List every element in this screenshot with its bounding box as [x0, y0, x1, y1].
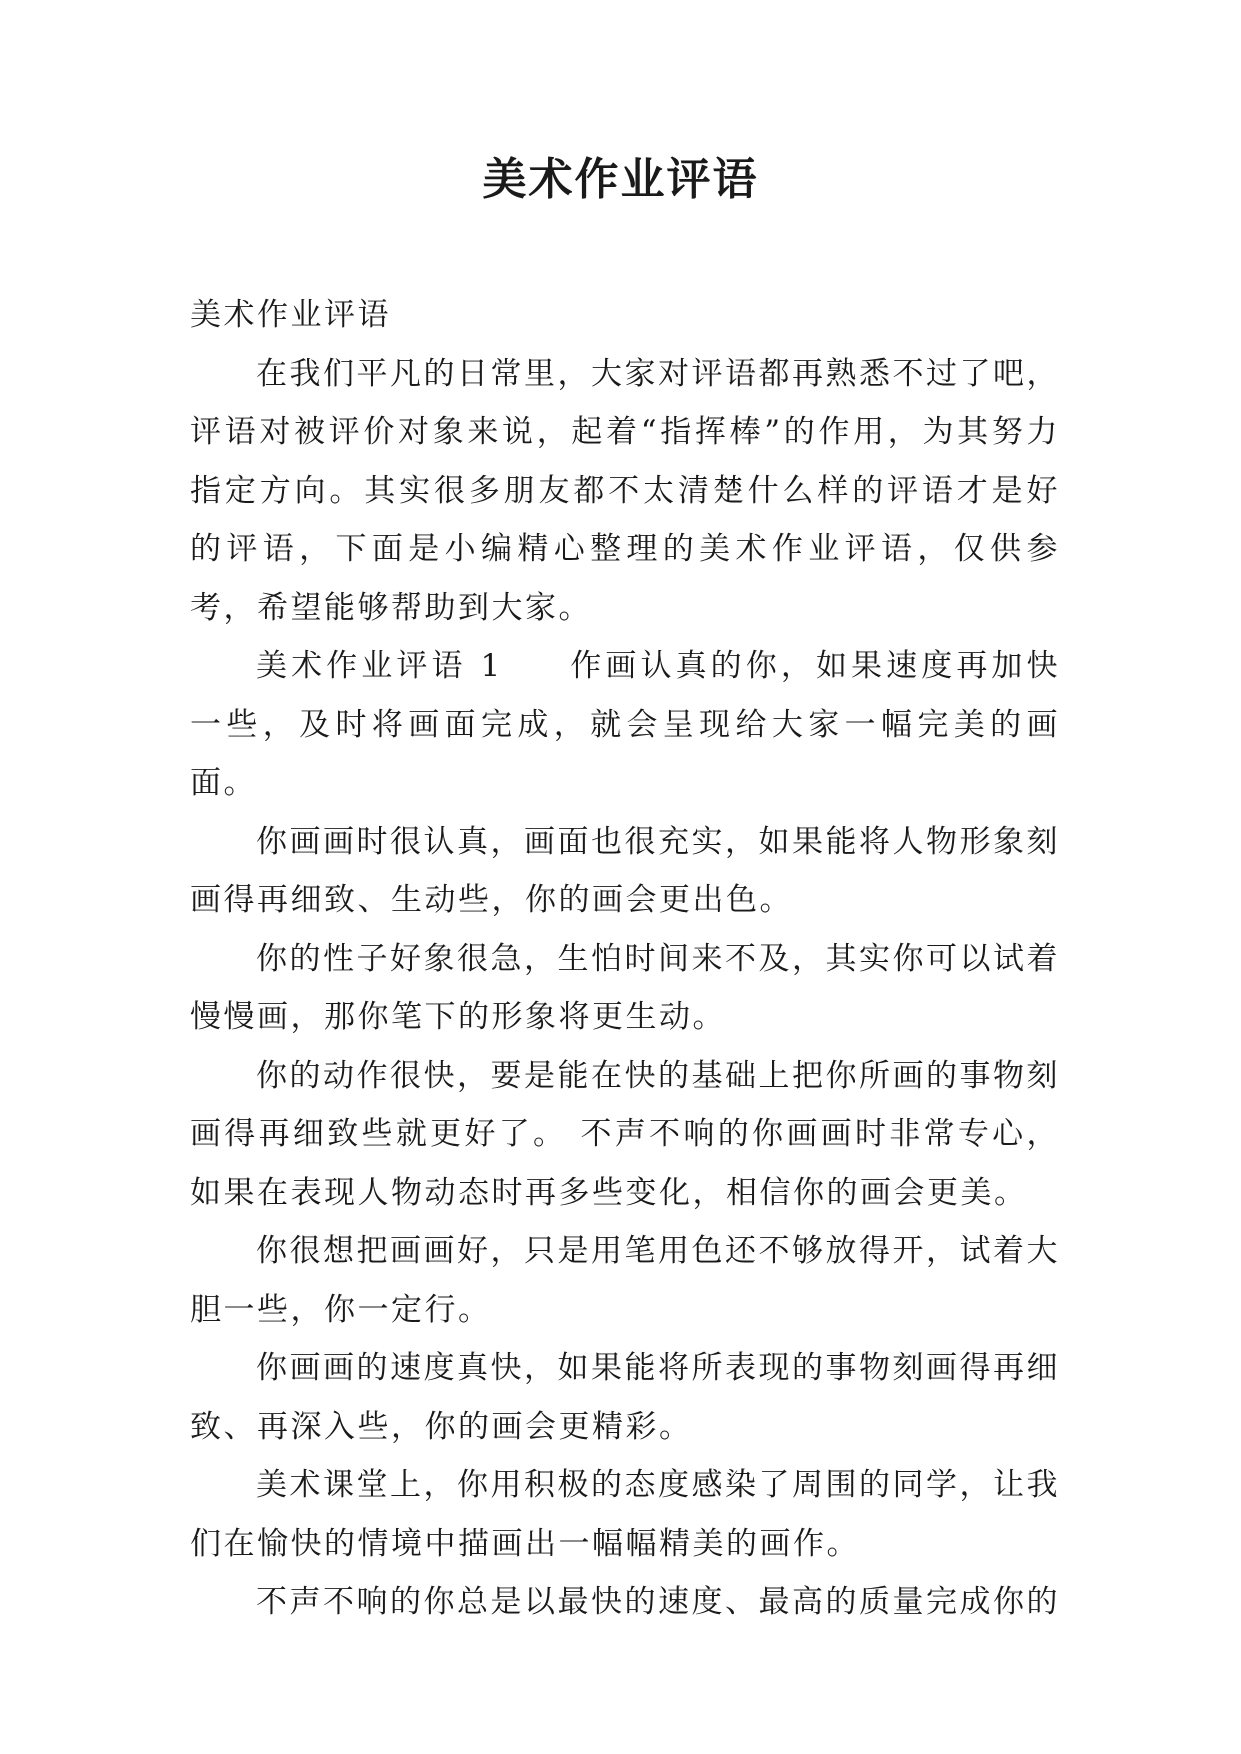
comment-paragraph: 你的性子好象很急，生怕时间来不及，其实你可以试着慢慢画，那你笔下的形象将更生动。: [190, 940, 1060, 1035]
comment-paragraph: 不声不响的你总是以最快的速度、最高的质量完成你的: [256, 1584, 1060, 1620]
section-heading: 美术作业评语 1: [256, 648, 503, 684]
document-subtitle: 美术作业评语: [190, 297, 391, 333]
intro-paragraph: 在我们平凡的日常里，大家对评语都再熟悉不过了吧，评语对被评价对象来说，起着“指挥棒”的作用，为其努力指定方向。其实很多朋友都不太清楚什么样的评语才是好的评语，下面是小编精心整理的美术作业评语，仅供参考，希望能够帮助到大家。: [190, 355, 1060, 626]
comment-paragraph: 你很想把画画好，只是用笔用色还不够放得开，试着大胆一些，你一定行。: [190, 1233, 1060, 1328]
comment-paragraph: 你的动作很快，要是能在快的基础上把你所画的事物刻画得再细致些就更好了。 不声不响的你画画时非常专心，如果在表现人物动态时再多些变化，相信你的画会更美。: [190, 1057, 1060, 1211]
document-title: 美术作业评语: [482, 154, 759, 205]
section-paragraph: [190, 637, 1060, 813]
document-body: [190, 286, 1060, 1632]
comment-text: 作画认真的你，如果速度再加快一些，及时将画面完成，就会呈现给大家一幅完美的画面。: [190, 648, 1060, 801]
comment-paragraph: 你画画时很认真，画面也很充实，如果能将人物形象刻画得再细致、生动些，你的画会更出色。: [190, 823, 1060, 918]
comment-paragraph: 你画画的速度真快，如果能将所表现的事物刻画得再细致、再深入些，你的画会更精彩。: [190, 1350, 1060, 1445]
comment-paragraph: 美术课堂上，你用积极的态度感染了周围的同学，让我们在愉快的情境中描画出一幅幅精美的画作。: [190, 1467, 1060, 1562]
